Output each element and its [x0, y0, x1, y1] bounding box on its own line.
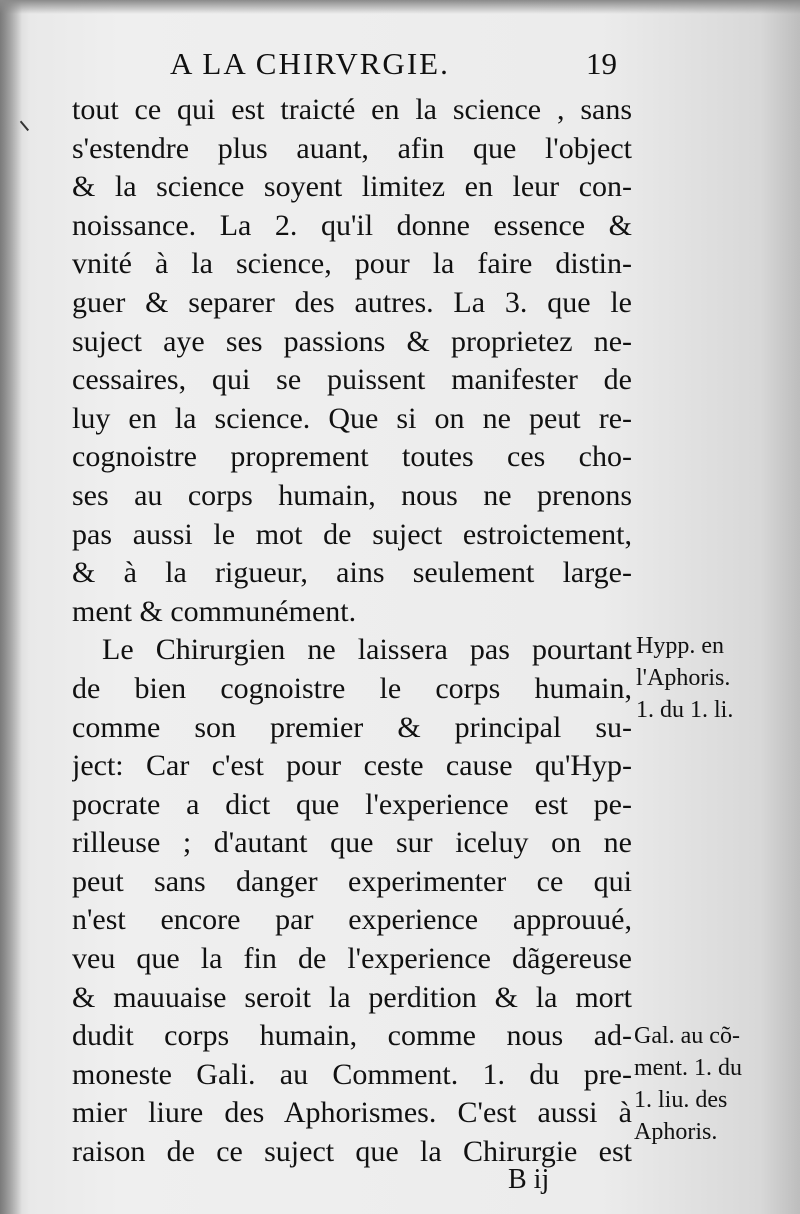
text-line: ses au corps humain, nous ne prenons — [72, 478, 632, 512]
text-line: cognoistre proprement toutes ces cho- — [72, 440, 632, 474]
text-line: veu que la fin de l'experience dãgereuse — [72, 942, 632, 976]
text-line: raison de ce suject que la Chirurgie est — [72, 1135, 632, 1169]
stray-ink-mark — [20, 113, 38, 131]
paragraph-start-line: Le Chirurgien ne laissera pas pourtant — [102, 633, 632, 667]
text-line: moneste Gali. au Comment. 1. du pre- — [72, 1057, 632, 1091]
text-line: guer & separer des autres. La 3. que le — [72, 285, 632, 319]
running-title: A LA CHIRVRGIE. — [170, 46, 450, 81]
margin-note-galen — [634, 1020, 742, 1148]
text-line: cessaires, qui se puissent manifester de — [72, 363, 632, 397]
margin-note-line: ment. 1. du — [634, 1055, 742, 1081]
text-line: pas aussi le mot de suject estroictement, — [72, 517, 632, 551]
text-line: suject aye ses passions & proprietez ne- — [72, 324, 632, 358]
paragraph-end-line: ment & communément. — [72, 594, 357, 628]
text-line: luy en la science. Que si on ne peut re- — [72, 401, 632, 435]
gutter-shadow — [0, 0, 22, 1214]
margin-note-line: l'Aphoris. — [636, 665, 731, 691]
margin-note-line: Hypp. en — [636, 633, 724, 659]
margin-note-line: Aphoris. — [634, 1119, 718, 1145]
text-line: dudit corps humain, comme nous ad- — [72, 1019, 632, 1053]
text-line: vnité à la science, pour la faire distin- — [72, 247, 632, 281]
top-edge-shadow — [0, 0, 800, 14]
margin-note-line: 1. du 1. li. — [636, 697, 734, 723]
body-text — [72, 91, 632, 1172]
text-line: noissance. La 2. qu'il donne essence & — [72, 208, 632, 242]
text-line: comme son premier & principal su- — [72, 710, 632, 744]
text-line: s'estendre plus auant, afin que l'object — [72, 131, 632, 165]
text-line: & mauuaise seroit la perdition & la mort — [72, 980, 632, 1014]
margin-note-hippocrates — [636, 630, 733, 726]
page-number: 19 — [586, 46, 617, 81]
text-line: de bien cognoistre le corps humain, — [72, 671, 632, 705]
margin-note-line: 1. liu. des — [634, 1087, 728, 1113]
text-line: tout ce qui est traicté en la science , sans — [72, 93, 632, 126]
text-line: peut sans danger experimenter ce qui — [72, 864, 632, 898]
signature-mark: B ij — [508, 1164, 550, 1195]
text-line: & la science soyent limitez en leur con- — [72, 170, 632, 204]
margin-note-line: Gal. au cõ- — [634, 1023, 740, 1049]
text-line: n'est encore par experience approuué, — [72, 903, 632, 937]
text-line: pocrate a dict que l'experience est pe- — [72, 787, 632, 821]
text-line: ject: Car c'est pour ceste cause qu'Hyp- — [72, 749, 632, 783]
text-line: mier liure des Aphorismes. C'est aussi à — [72, 1096, 632, 1130]
running-head — [170, 46, 630, 90]
text-line: & à la rigueur, ains seulement large- — [72, 556, 632, 590]
text-line: rilleuse ; d'autant que sur iceluy on ne — [72, 826, 632, 860]
